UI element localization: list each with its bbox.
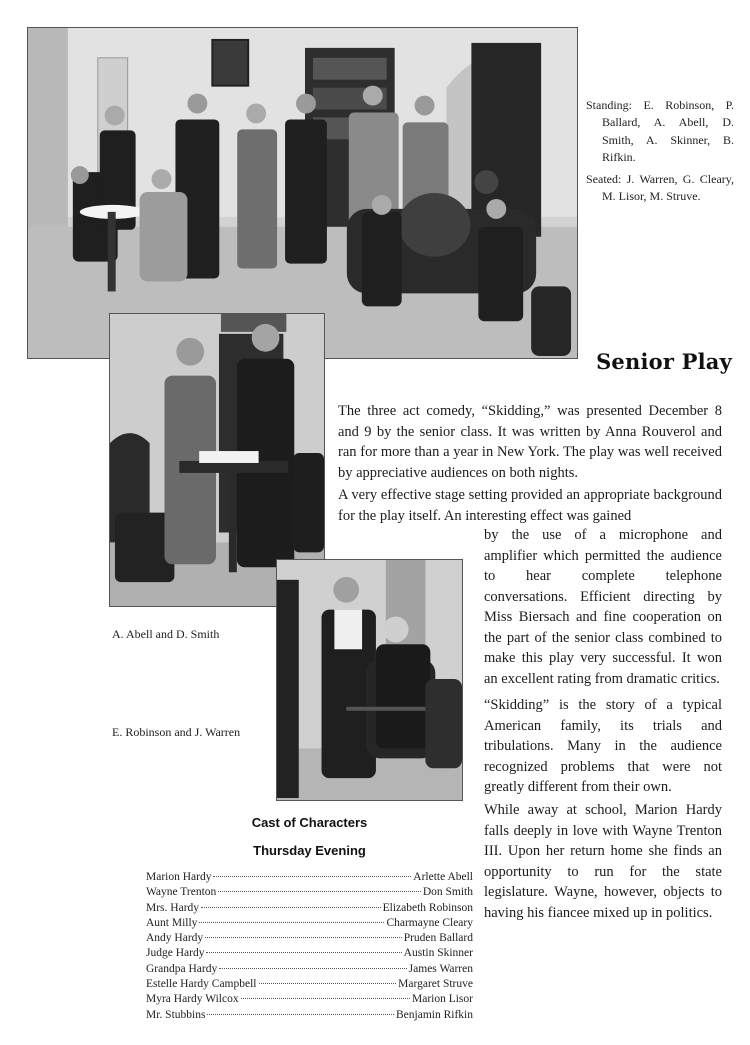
cast-actor: Charmayne Cleary [386, 916, 473, 929]
cast-title: Cast of Characters [251, 815, 368, 830]
cast-actor: Marion Lisor [411, 993, 473, 1006]
cast-actor: Pruden Ballard [403, 932, 473, 945]
cast-role: Andy Hardy [146, 932, 204, 945]
group-photo [27, 27, 578, 359]
cast-row [146, 1009, 473, 1024]
leader-dots [205, 937, 402, 938]
cast-actor: Margaret Struve [398, 978, 473, 991]
leader-dots [207, 1014, 394, 1015]
cast-role: Marion Hardy [146, 871, 212, 883]
robinson-warren-caption: E. Robinson and J. Warren [112, 725, 241, 739]
article-paragraph-2-start: A very effective stage setting provided an appropriate background for the play itself. An interesting effect was gained [338, 487, 722, 524]
leader-dots [199, 922, 384, 923]
leader-dots [219, 968, 406, 969]
cast-role: Mrs. Hardy [146, 901, 200, 914]
cast-actor: Austin Skinner [403, 947, 473, 960]
cast-role: Mr. Stubbins [146, 1008, 206, 1021]
leader-dots [213, 876, 411, 877]
cast-actor: Elizabeth Robinson [382, 901, 473, 914]
leader-dots [259, 983, 397, 984]
leader-dots [241, 998, 410, 999]
group-photo-caption [586, 97, 734, 209]
robinson-warren-photo [276, 559, 463, 801]
cast-actor: Arlette Abell [413, 871, 473, 883]
cast-subtitle: Thursday Evening [253, 843, 366, 858]
cast-row [146, 902, 473, 917]
cast-role: Aunt Milly [146, 916, 198, 929]
cast-row [146, 993, 473, 1008]
page-title: Senior Play [596, 349, 732, 374]
cast-row [146, 963, 473, 978]
cast-role: Grandpa Hardy [146, 962, 218, 975]
article-paragraph-1: The three act comedy, “Skidding,” was presented December 8 and 9 by the senior class. It was written by Anna Rouverol and ran for more than a year in New York. The play was well received by appreciative audiences on both nights. [338, 403, 722, 481]
cast-role: Myra Hardy Wilcox [146, 993, 239, 1006]
leader-dots [201, 907, 381, 908]
cast-role: Estelle Hardy Campbell [146, 978, 257, 991]
article-paragraph-3: “Skidding” is the story of a typical American family, its trials and tribulations. Many in the audience recognized problems that were not greatly different from their own. [484, 697, 722, 795]
article-paragraph-4: While away at school, Marion Hardy falls deeply in love with Wayne Trenton III. Upon her return home she finds an opportunity to run for the state legislature. Wayne, however, objects to having his fiancee mixed up in politics. [484, 802, 722, 921]
cast-actor: Don Smith [422, 886, 473, 899]
cast-row [146, 932, 473, 947]
cast-actor: James Warren [408, 962, 473, 975]
cast-list [146, 871, 473, 1024]
cast-row [146, 978, 473, 993]
cast-row [146, 947, 473, 962]
abell-smith-caption: A. Abell and D. Smith [112, 627, 220, 641]
cast-role: Wayne Trenton [146, 886, 217, 899]
leader-dots [206, 952, 401, 953]
cast-row [146, 871, 473, 886]
caption-standing: Standing: E. Robinson, P. Ballard, A. Abell, D. Smith, A. Skinner, B. Rifkin. [586, 98, 734, 165]
cast-actor: Benjamin Rifkin [396, 1008, 473, 1021]
leader-dots [218, 891, 421, 892]
article-paragraph-2-continued: by the use of a microphone and amplifier which permitted the audience to hear complete telephone conversations. Efficient directing by Miss Biersach and fine cooperation on the part of the senior class combined to make this play very successful. It won an excellent rating from dramatic critics. [484, 527, 722, 687]
cast-row [146, 886, 473, 901]
cast-role: Judge Hardy [146, 947, 205, 960]
caption-seated: Seated: J. Warren, G. Cleary, M. Lisor, M. Struve. [586, 171, 734, 203]
cast-row [146, 917, 473, 932]
